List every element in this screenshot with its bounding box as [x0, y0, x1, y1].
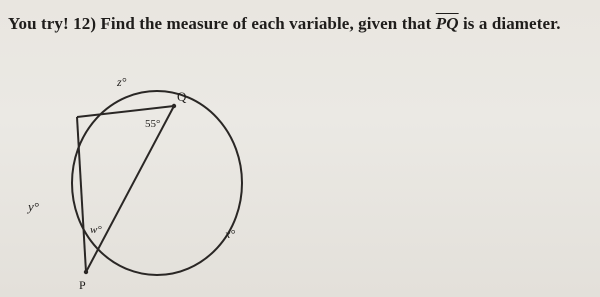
prompt-text: Find the measure of each variable, given that [100, 14, 432, 33]
label-p: P [79, 278, 86, 292]
problem-number: 12) [73, 14, 97, 33]
label-q: Q [177, 89, 187, 104]
label-y: y° [28, 199, 39, 214]
prompt-text-end: is a diameter. [462, 14, 561, 33]
label-55: 55° [145, 118, 161, 130]
diameter-pq [86, 106, 174, 272]
label-w: w° [90, 224, 102, 236]
diameter-segment: $\overline{PQ}$ [435, 14, 459, 33]
point-p-dot [84, 270, 88, 274]
point-q-dot [172, 104, 176, 108]
label-x: x° [225, 227, 236, 241]
label-z: z° [117, 75, 127, 89]
chord-top [77, 106, 174, 117]
prompt-lead: You try! [8, 14, 69, 33]
